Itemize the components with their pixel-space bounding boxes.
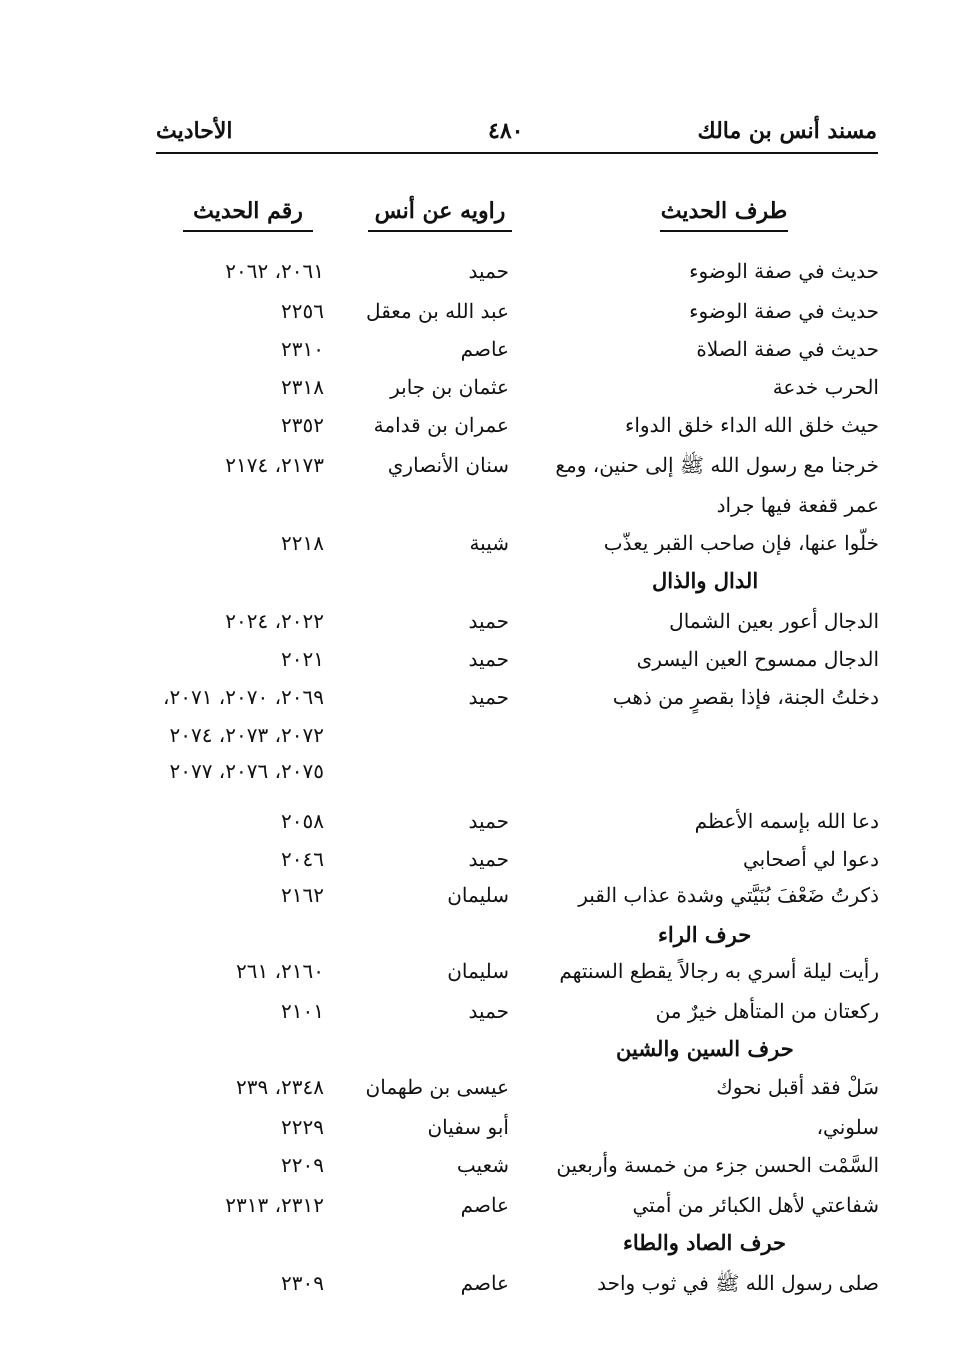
hadith-tarf: ركعتان من المتأهل خيرٌ من (655, 999, 879, 1023)
hadith-raqm: ٢٠٢٢، ٢٠٢٤ (225, 609, 324, 633)
section-title: الأحاديث (156, 118, 233, 144)
hadith-raqm: ٢٠٧٥، ٢٠٧٦، ٢٠٧٧ (169, 759, 324, 783)
hadith-raqm: ٢٣٥٢ (281, 413, 324, 437)
hadith-tarf: الدجال ممسوح العين اليسرى (636, 647, 879, 671)
hadith-tarf: الدجال أعور بعين الشمال (669, 609, 879, 633)
hadith-raqm: ٢٢٥٦ (281, 299, 324, 323)
hadith-rawi: حميد (468, 809, 509, 833)
hadith-rawi: حميد (468, 685, 509, 709)
book-title: مسند أنس بن مالك (697, 118, 877, 144)
hadith-raqm: ٢٠٥٨ (281, 809, 324, 833)
hadith-tarf: الحرب خدعة (772, 375, 879, 399)
hadith-raqm: ٢٠٤٦ (281, 847, 324, 871)
column-header-tarf: طرف الحديث (660, 198, 788, 232)
section-heading: حرف الراء (658, 922, 752, 947)
column-header-rawi: راويه عن أنس (368, 198, 512, 232)
hadith-raqm: ٢١٠١ (281, 999, 324, 1023)
hadith-tarf: ذكرتُ ضَعْفَ بُنَيَّتي وشدة عذاب القبر (578, 883, 879, 907)
hadith-rawi: عبد الله بن معقل (366, 299, 509, 323)
hadith-tarf: حيث خلق الله الداء خلق الدواء (624, 413, 879, 437)
hadith-raqm: ٢٠٢١ (281, 647, 324, 671)
hadith-raqm: ٢٢٠٩ (281, 1153, 324, 1177)
hadith-tarf: سلوني، (816, 1115, 879, 1139)
section-heading: الدال والذال (652, 568, 759, 593)
hadith-tarf: رأيت ليلة أسري به رجالاً يقطع السنتهم (559, 959, 879, 983)
hadith-tarf: خلّوا عنها، فإن صاحب القبر يعذّب (603, 531, 879, 555)
hadith-tarf: دعا الله بإسمه الأعظم (694, 809, 879, 833)
hadith-rawi: عاصم (460, 337, 509, 361)
hadith-rawi: عاصم (460, 1271, 509, 1295)
hadith-raqm: ٢٢١٨ (281, 531, 324, 555)
hadith-rawi: سنان الأنصاري (387, 453, 509, 477)
hadith-raqm: ٢٣١٠ (281, 337, 324, 361)
hadith-rawi: حميد (468, 647, 509, 671)
hadith-rawi: سليمان (447, 959, 509, 983)
page-number: ٤٨٠ (488, 118, 524, 144)
hadith-raqm: ٢٣٤٨، ٢٣٩ (235, 1075, 324, 1099)
hadith-raqm: ٢٣١٢، ٢٣١٣ (225, 1193, 324, 1217)
hadith-rawi: عيسى بن طهمان (365, 1075, 509, 1099)
hadith-rawi: حميد (468, 259, 509, 283)
hadith-tarf: شفاعتي لأهل الكبائر من أمتي (632, 1193, 879, 1217)
hadith-raqm: ٢٣١٨ (281, 375, 324, 399)
hadith-raqm: ٢١٧٣، ٢١٧٤ (225, 453, 324, 477)
hadith-rawi: عثمان بن جابر (390, 375, 509, 399)
hadith-raqm: ٢١٦٠، ٢٦١ (235, 959, 324, 983)
hadith-raqm: ٢٢٢٩ (281, 1115, 324, 1139)
hadith-tarf: خرجنا مع رسول الله ﷺ إلى حنين، ومع (555, 453, 879, 477)
hadith-tarf: عمر قفعة فيها جراد (716, 493, 879, 517)
hadith-rawi: سليمان (447, 883, 509, 907)
section-heading: حرف الصاد والطاء (623, 1230, 787, 1255)
hadith-raqm: ٢٠٦٩، ٢٠٧٠، ٢٠٧١، (163, 685, 324, 709)
hadith-rawi: أبو سفيان (427, 1115, 509, 1139)
hadith-tarf: صلى رسول الله ﷺ في ثوب واحد (597, 1271, 879, 1295)
hadith-raqm: ٢٣٠٩ (281, 1271, 324, 1295)
hadith-rawi: حميد (468, 609, 509, 633)
hadith-tarf: حديث في صفة الوضوء (689, 259, 879, 283)
hadith-rawi: حميد (468, 847, 509, 871)
hadith-rawi: عمران بن قدامة (373, 413, 509, 437)
section-heading: حرف السين والشين (616, 1036, 794, 1061)
hadith-raqm: ٢٠٧٢، ٢٠٧٣، ٢٠٧٤ (169, 723, 324, 747)
hadith-rawi: شعيب (456, 1153, 509, 1177)
hadith-tarf: السَّمْت الحسن جزء من خمسة وأربعين (556, 1153, 879, 1177)
hadith-tarf: دخلتُ الجنة، فإذا بقصرٍ من ذهب (612, 685, 879, 709)
hadith-tarf: دعوا لي أصحابي (743, 847, 879, 871)
hadith-tarf: حديث في صفة الصلاة (696, 337, 879, 361)
hadith-tarf: حديث في صفة الوضوء (689, 299, 879, 323)
hadith-raqm: ٢٠٦١، ٢٠٦٢ (225, 259, 324, 283)
column-header-raqm: رقم الحديث (183, 198, 313, 232)
hadith-tarf: سَلْ فقد أقبل نحوك (716, 1075, 879, 1099)
hadith-rawi: شيبة (469, 531, 509, 555)
hadith-rawi: حميد (468, 999, 509, 1023)
hadith-rawi: عاصم (460, 1193, 509, 1217)
hadith-raqm: ٢١٦٢ (281, 883, 324, 907)
